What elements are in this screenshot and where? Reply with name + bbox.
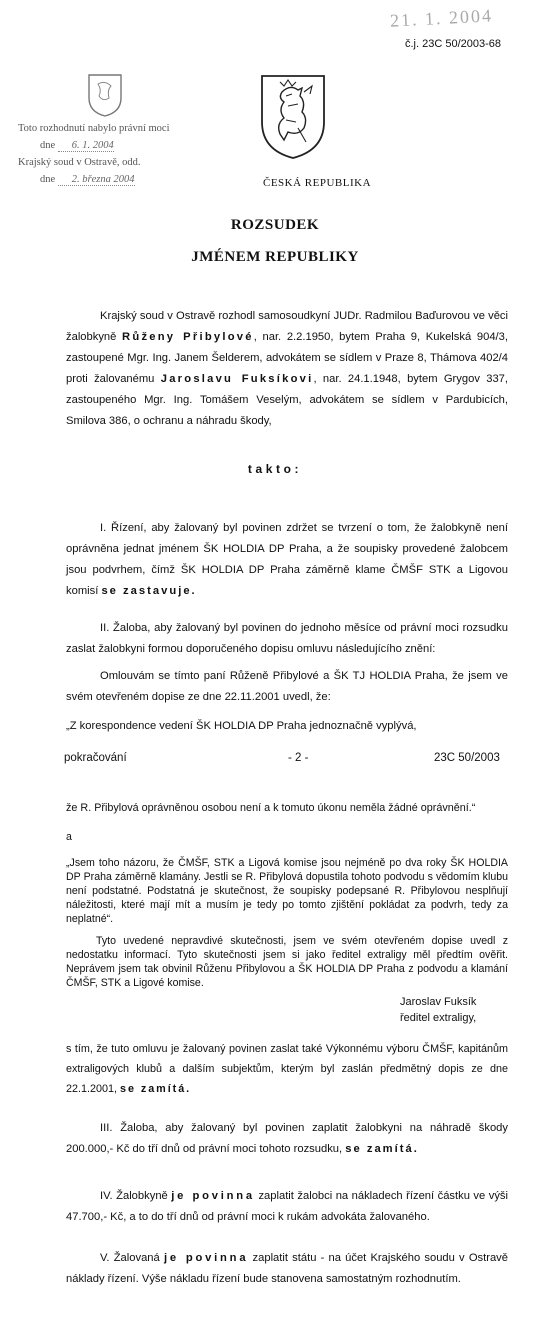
page2-line-1: že R. Přibylová oprávněnou osobou není a k tomuto úkonu neměla žádné oprávnění.“ (66, 802, 476, 814)
verdict-section-2 (66, 618, 508, 737)
defendant-name: Jaroslavu Fuksíkovi (160, 373, 314, 385)
document-title: ROZSUDEK (230, 217, 320, 233)
stamp-label: dne (40, 174, 56, 185)
section-text: IV. Žalobkyně (100, 1190, 172, 1202)
section-text: V. Žalovaná (100, 1252, 164, 1264)
stamp-line-1: Toto rozhodnutí nabylo právní moci (18, 123, 170, 134)
plaintiff-name: Růženy Přibylové (122, 331, 254, 343)
verdict-phrase: je povinna (171, 1190, 255, 1202)
intro-paragraph (66, 306, 508, 432)
verdict-section-4 (66, 1186, 508, 1228)
page2-conjunction: a (66, 831, 72, 843)
verdict-phrase: se zamítá. (345, 1143, 419, 1155)
stamp-line-4 (18, 171, 228, 188)
stamp-label: dne (40, 140, 56, 151)
apology-quote-4: Tyto uvedené nepravdivé skutečnosti, jsem ve svém otevřeném dopise uvedl z nedostatku informací. Tyto skutečnosti jsem si jako ředitel extraligy měl předtím ověřit. Neprávem jsem tak obvinil Růženu Přibylovou a ŠK HOLDIA DP Praha z podvodu a klamání ČMŠF, STK a Ligové komise. (66, 935, 508, 989)
footer-case-number: 23C 50/2003 (434, 752, 500, 764)
intro-text: , nar. 24.1.1948, bytem Grygov 337, zastoupeného Mgr. Ing. Tomášem Veselým, advokátem se sídlem v Pardubicích, Smilova 386, o ochranu a náhradu škody, (66, 373, 508, 427)
verdict-heading: takto: (247, 462, 303, 476)
signature-title: ředitel extraligy, (400, 1012, 477, 1024)
signature-block (400, 994, 476, 1026)
state-emblem-lion-icon (258, 72, 328, 162)
signature-name: Jaroslav Fuksík (400, 996, 477, 1008)
stamp-line-3: Krajský soud v Ostravě, odd. (18, 157, 141, 168)
stamp-date-handwritten: 2. března 2004 (58, 174, 135, 186)
received-date-stamp: 21. 1. 2004 (389, 5, 494, 31)
section-text: zaplatit žalobci na nákladech řízení částku ve výši 47.700,- Kč, a to do tří dnů od právní moci k rukám advokáta žalovaného. (66, 1190, 509, 1223)
intro-text: , nar. 2.2.1950, bytem Praha 9, Kukelská 904/3, zastoupené Mgr. Ing. Janem Šelderem, advokátem se sídlem v Praze 8, Thámova 402/4 proti žalovanému (66, 331, 508, 385)
section-text: II. Žaloba, aby žalovaný byl povinen do jednoho měsíce od právní moci rozsudku zaslat žalobkyni formou doporučeného dopisu omluvu následujícího znění: (66, 622, 508, 655)
section-text: I. Řízení, aby žalovaný byl povinen zdržet se tvrzení o tom, že žalobkyně není oprávněna jednat jménem ŠK HOLDIA DP Praha, a že soupisky provedené žalobcem jsou podvrhem, čímž ŠK HOLDIA DP Praha záměrně klame ČMŠF STK a Ligovou komisí (66, 522, 508, 597)
country-name: ČESKÁ REPUBLIKA (263, 177, 372, 189)
case-number: č.j. 23C 50/2003-68 (405, 38, 502, 50)
intro-text: Krajský soud v Ostravě rozhodl samosoudkyní JUDr. Radmilou Baďurovou ve věci žalobkyně (66, 310, 508, 343)
verdict-phrase: se zamítá. (120, 1083, 192, 1095)
verdict-section-5 (66, 1248, 508, 1290)
verdict-phrase: je povinna (163, 1252, 249, 1264)
apology-quote-3: „Jsem toho názoru, že ČMŠF, STK a Ligová komise jsou nejméně po dva roky ŠK HOLDIA DP Praha záměrně klamány. Jestli se R. Přibylová dopustila tohoto podvodu s vědomím klubu není podstatné. Podstatná je skutečnost, že soupisky podepsané R. Přibylovou nesplňují náležitosti, které mají mít a musím je tedy po tomto zjištění pokládat za podvrh, tedy za neplatné“. (66, 857, 508, 925)
footer-continuation: pokračování (64, 752, 127, 764)
stamp-date-handwritten: 6. 1. 2004 (58, 140, 114, 152)
stamp-line-2 (18, 137, 228, 154)
page2-continuation (66, 1039, 508, 1099)
verdict-phrase: se zastavuje. (101, 585, 197, 597)
court-logo-icon (85, 72, 125, 118)
footer-page-number: - 2 - (288, 752, 309, 764)
section-text: zaplatit státu - na účet Krajského soudu v Ostravě náklady řízení. Výše nákladu řízení bude stanovena samostatným rozhodnutím. (66, 1252, 508, 1285)
document-subtitle: JMÉNEM REPUBLIKY (191, 249, 359, 265)
verdict-section-1 (66, 518, 508, 602)
section-text: s tím, že tuto omluvu je žalovaný povinen zaslat také Výkonnému výboru ČMŠF, kapitánům extraligových klubů a dalším subjektům, kterým byl zaslán předmětný dopis ze dne 22.1.2001, (66, 1043, 508, 1095)
apology-quote-2: „Z korespondence vedení ŠK HOLDIA DP Praha jednoznačně vyplývá, (66, 720, 417, 732)
legal-force-stamp (18, 120, 228, 188)
verdict-section-3 (66, 1118, 508, 1160)
section-text: III. Žaloba, aby žalovaný byl povinen zaplatit žalobkyni na náhradě škody 200.000,- Kč do tří dnů od právní moci tohoto rozsudku, (66, 1122, 508, 1155)
apology-quote-1: Omlouvám se tímto paní Růženě Přibylové a ŠK TJ HOLDIA Praha, že jsem ve svém otevřeném dopise ze dne 22.11.2001 uvedl, že: (66, 670, 508, 703)
